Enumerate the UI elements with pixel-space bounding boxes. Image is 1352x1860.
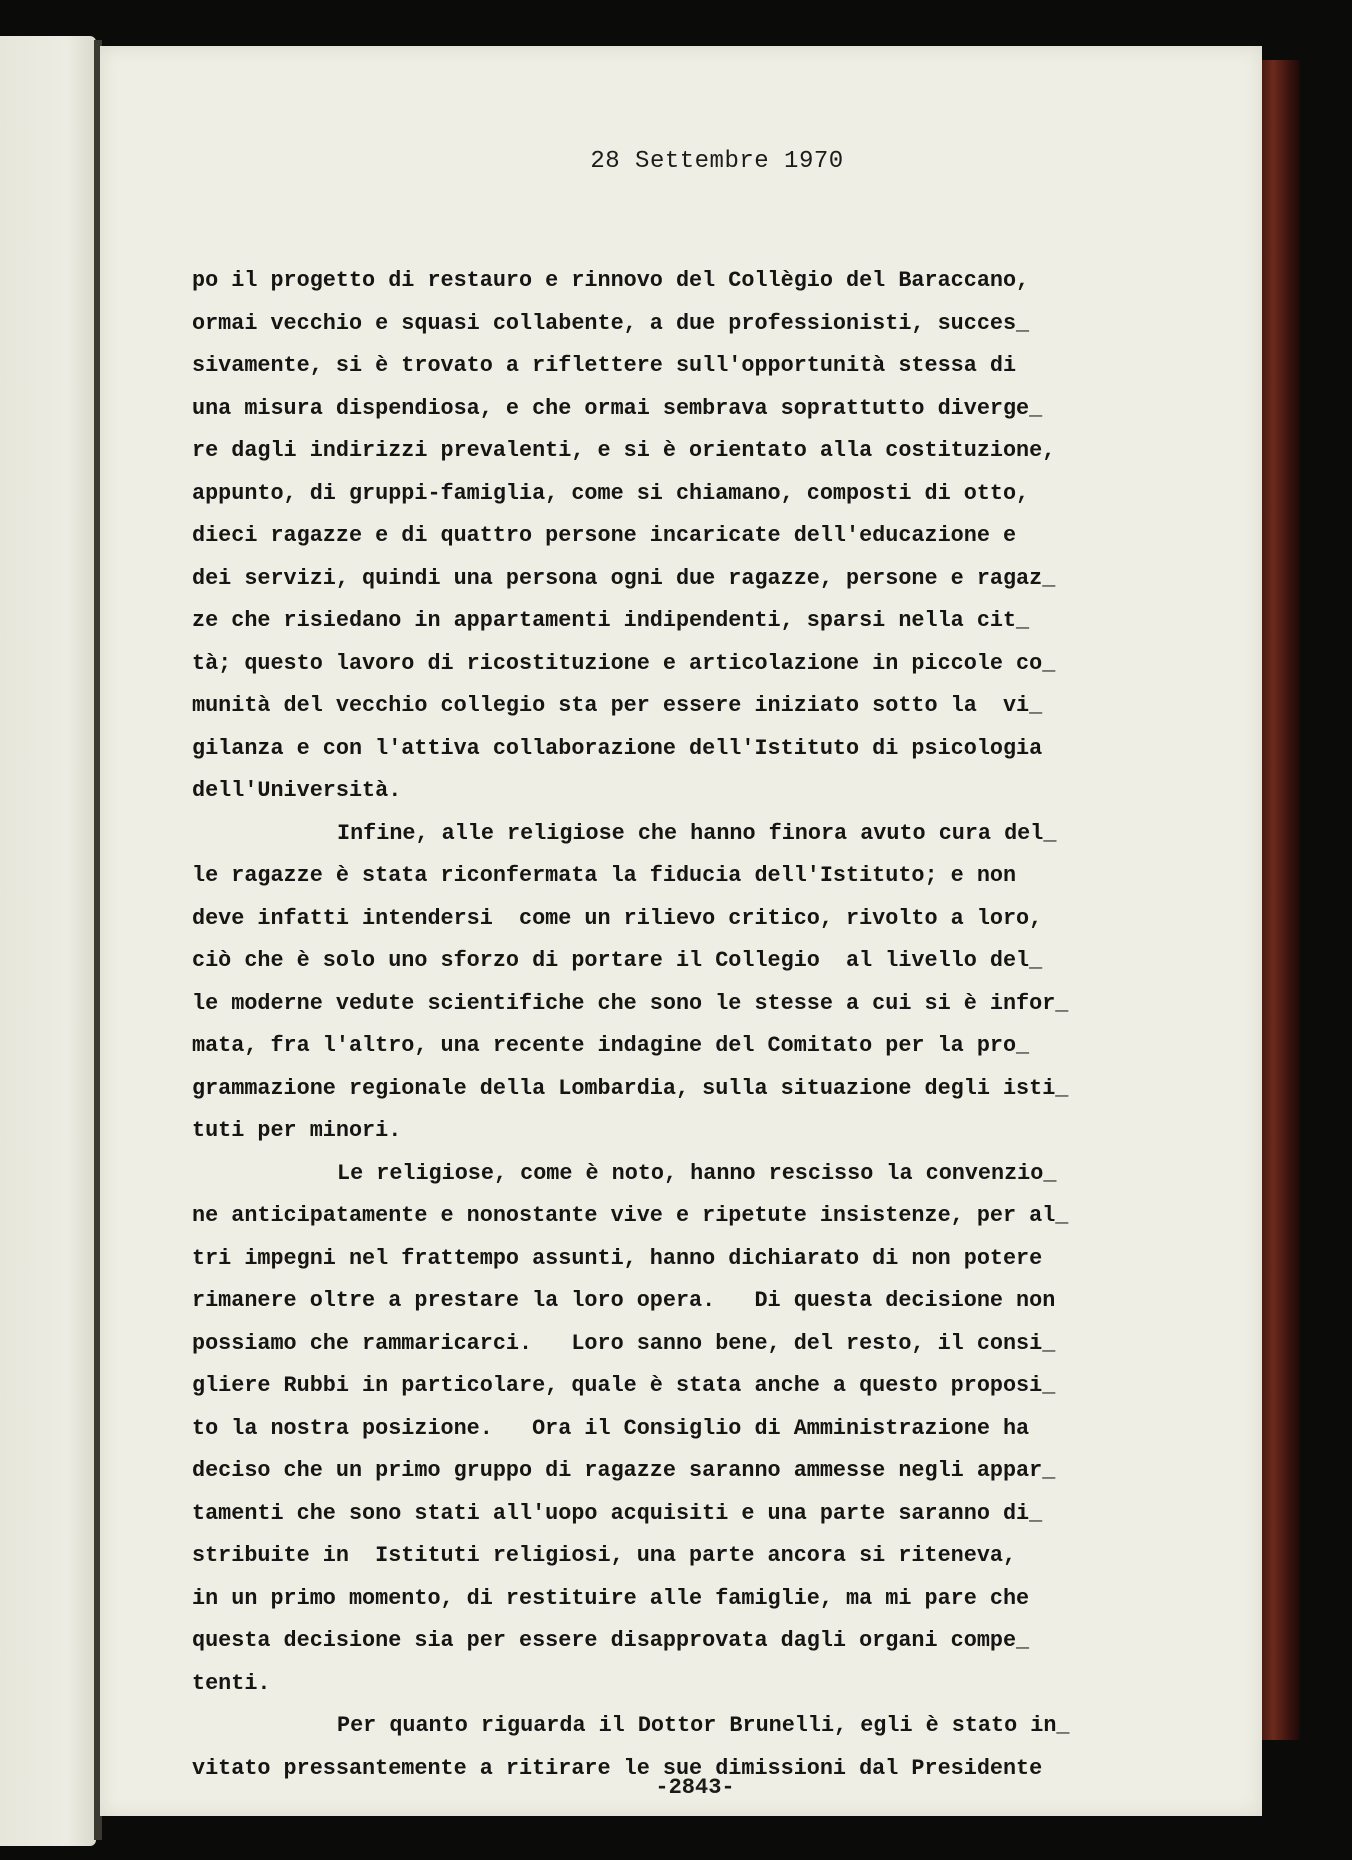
text-line: po il progetto di restauro e rinnovo del Collègio del Baraccano, — [192, 268, 1030, 293]
text-line: stribuite in Istituti religiosi, una parte ancora si riteneva, — [192, 1543, 1017, 1568]
text-line: Le religiose, come è noto, hanno rescisso la convenzio_ — [337, 1160, 1057, 1186]
book-binding-edge — [1262, 60, 1300, 1740]
text-line: questa decisione sia per essere disapprovata dagli organi compe_ — [192, 1628, 1030, 1653]
text-line: sivamente, si è trovato a riflettere sull'opportunità stessa di — [192, 353, 1017, 378]
page-header-date: 28 Settembre 1970 — [590, 148, 844, 175]
text-line: mata, fra l'altro, una recente indagine del Comitato per la pro_ — [192, 1033, 1030, 1058]
text-line: deve infatti intendersi come un rilievo critico, rivolto a loro, — [192, 905, 1043, 931]
text-line: Infine, alle religiose che hanno finora avuto cura del_ — [337, 820, 1057, 846]
document-page — [100, 46, 1262, 1816]
text-line: to la nostra posizione. Ora il Consiglio di Amministrazione ha — [192, 1415, 1030, 1441]
text-line: tamenti che sono stati all'uopo acquisiti e una parte saranno di_ — [192, 1500, 1043, 1526]
text-line: possiamo che rammaricarci. Loro sanno bene, del resto, il consi_ — [192, 1330, 1056, 1356]
text-line: le moderne vedute scientifiche che sono le stesse a cui si è infor_ — [192, 990, 1069, 1016]
text-line: dieci ragazze e di quattro persone incaricate dell'educazione e — [192, 523, 1017, 548]
text-line: grammazione regionale della Lombardia, sulla situazione degli isti_ — [192, 1075, 1069, 1101]
text-line: re dagli indirizzi prevalenti, e si è orientato alla costituzione, — [192, 438, 1056, 463]
document-body — [192, 260, 1202, 1790]
text-line: munità del vecchio collegio sta per essere iniziato sotto la vi_ — [192, 693, 1043, 718]
text-line: le ragazze è stata riconfermata la fiducia dell'Istituto; e non — [192, 863, 1017, 888]
text-line: Per quanto riguarda il Dottor Brunelli, egli è stato in_ — [337, 1713, 1070, 1738]
text-line: dell'Università. — [192, 778, 402, 803]
text-line: tenti. — [192, 1670, 271, 1696]
text-line: in un primo momento, di restituire alle famiglie, ma mi pare che — [192, 1585, 1030, 1611]
text-line: tà; questo lavoro di ricostituzione e articolazione in piccole co_ — [192, 650, 1056, 676]
text-line: appunto, di gruppi-famiglia, come si chiamano, composti di otto, — [192, 480, 1030, 506]
text-line: tuti per minori. — [192, 1118, 402, 1143]
text-line: vitato pressantemente a ritirare le sue dimissioni dal Presidente — [192, 1755, 1043, 1781]
text-line: ne anticipatamente e nonostante vive e ripetute insistenze, per al_ — [192, 1203, 1069, 1228]
page-number: -2843- — [655, 1775, 735, 1800]
text-line: gilanza e con l'attiva collaborazione dell'Istituto di psicologia — [192, 735, 1043, 761]
left-page-edge — [0, 36, 96, 1846]
text-line: ciò che è solo uno sforzo di portare il Collegio al livello del_ — [192, 948, 1043, 973]
text-line: gliere Rubbi in particolare, quale è stata anche a questo proposi_ — [192, 1373, 1056, 1398]
text-line: una misura dispendiosa, e che ormai sembrava soprattutto diverge_ — [192, 395, 1043, 421]
text-line: deciso che un primo gruppo di ragazze saranno ammesse negli appar_ — [192, 1458, 1056, 1483]
text-line: ze che risiedano in appartamenti indipendenti, sparsi nella cit_ — [192, 608, 1030, 633]
text-line: dei servizi, quindi una persona ogni due ragazze, persone e ragaz_ — [192, 565, 1056, 591]
text-line: ormai vecchio e squasi collabente, a due professionisti, succes_ — [192, 310, 1030, 336]
text-line: rimanere oltre a prestare la loro opera. Di questa decisione non — [192, 1288, 1056, 1313]
text-line: tri impegni nel frattempo assunti, hanno dichiarato di non potere — [192, 1245, 1043, 1271]
